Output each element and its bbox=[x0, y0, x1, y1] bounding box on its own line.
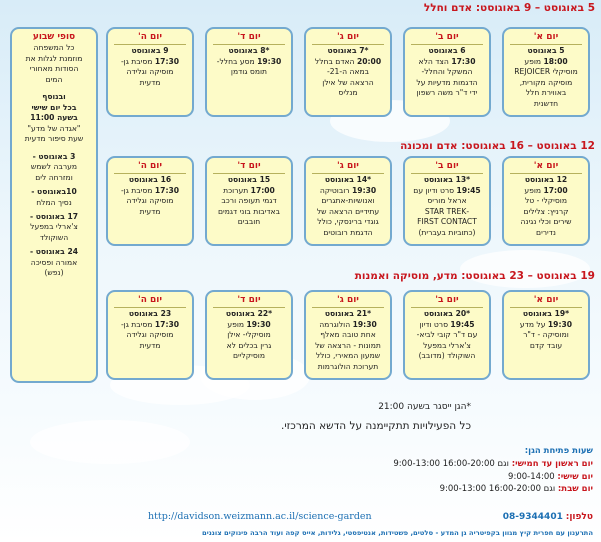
fridays-heading-line: בכל יום שישי bbox=[31, 102, 77, 112]
story-date: 24 באוגוסט - bbox=[29, 247, 79, 257]
day-date: 6 באוגוסט bbox=[428, 46, 466, 56]
fridays-section bbox=[15, 92, 93, 144]
story-date: 3 באוגוסט - bbox=[32, 151, 76, 161]
event-text: על מדע bbox=[519, 319, 548, 329]
event-line bbox=[408, 186, 486, 196]
event-line bbox=[210, 320, 288, 330]
event-text: קרניץ: צלילים bbox=[523, 206, 569, 216]
day-date: *8 באוגוסט bbox=[228, 46, 270, 56]
event-line bbox=[111, 67, 189, 77]
event-line bbox=[507, 320, 585, 330]
event-text: גרין בכלים לא bbox=[226, 340, 272, 350]
week-dates: 12 באוגוסט – 16 באוגוסט: bbox=[461, 140, 595, 152]
event-text: מוסיקה וגלידה bbox=[126, 67, 174, 77]
day-events bbox=[306, 57, 390, 99]
event-line bbox=[507, 78, 585, 88]
event-text: מופע bbox=[227, 319, 247, 329]
opening-hours bbox=[393, 445, 593, 496]
opening-hours-title: שעות פתיחת הגן: bbox=[524, 446, 593, 456]
day-events bbox=[504, 186, 588, 238]
event-text: הצד הלא bbox=[418, 56, 452, 66]
event-text: אראל מוריס bbox=[427, 196, 467, 206]
event-text: מוסיקה מקורית, bbox=[519, 77, 573, 87]
event-time: 19:45 bbox=[456, 185, 481, 195]
day-card bbox=[205, 27, 293, 117]
day-events bbox=[108, 320, 192, 351]
day-date: 5 באוגוסט bbox=[527, 46, 565, 56]
day-events bbox=[207, 186, 291, 228]
story-title: צ'ארלי במפעל bbox=[30, 222, 78, 232]
event-text: עתידיים הרצאה של bbox=[316, 206, 380, 216]
day-date: 12 באוגוסט bbox=[524, 175, 568, 185]
event-line bbox=[309, 207, 387, 217]
day-name: יום א' bbox=[510, 31, 582, 45]
event-text: תומס גודמן bbox=[230, 67, 268, 77]
day-name: יום א' bbox=[510, 294, 582, 308]
week-title bbox=[424, 2, 595, 14]
event-line bbox=[111, 320, 189, 330]
event-text: -STAR TREK bbox=[424, 206, 470, 216]
event-text: מסיבת גן- bbox=[120, 319, 155, 329]
event-time: 17:00 bbox=[250, 185, 275, 195]
event-text: השוקולד (מדובב) bbox=[418, 351, 476, 361]
story-title: מערבה לשמש bbox=[30, 162, 78, 172]
story-item bbox=[15, 187, 93, 208]
event-text: הולוגרמה bbox=[319, 319, 353, 329]
day-name: יום ב' bbox=[411, 31, 483, 45]
story-item bbox=[15, 152, 93, 183]
day-events bbox=[306, 186, 390, 238]
hours-label: יום שבת: bbox=[557, 484, 593, 495]
day-name: יום ב' bbox=[411, 294, 483, 308]
story-date: 17 באוגוסט - bbox=[29, 211, 79, 221]
event-text: מוסיקליים bbox=[233, 351, 265, 361]
event-line bbox=[507, 67, 585, 77]
event-line bbox=[507, 99, 585, 109]
day-date: 15 באוגוסט bbox=[227, 175, 271, 185]
phone-block bbox=[503, 512, 593, 522]
event-line bbox=[507, 228, 585, 238]
story-title: (נפש) bbox=[44, 268, 64, 278]
event-line bbox=[111, 330, 189, 340]
event-line bbox=[408, 88, 486, 98]
event-time: 19:30 bbox=[246, 319, 271, 329]
event-line bbox=[309, 362, 387, 372]
intro-line: הסודות מאחורי bbox=[29, 64, 79, 74]
event-text: עובד קדם bbox=[529, 340, 563, 350]
week-theme: אדם וחלל bbox=[423, 2, 473, 14]
event-time: 17:30 bbox=[154, 319, 180, 329]
event-text: המשקל והחלל- bbox=[421, 67, 473, 77]
event-line bbox=[309, 57, 387, 67]
event-text: במאה ה-21- bbox=[326, 67, 370, 77]
event-text: מנליס bbox=[338, 88, 358, 98]
event-line bbox=[408, 351, 486, 361]
event-time: 18:00 bbox=[543, 56, 568, 66]
phone-label: טלפון: bbox=[565, 512, 593, 522]
event-time: 19:30 bbox=[257, 56, 282, 66]
event-text: אחת טובה מאלף bbox=[320, 330, 376, 340]
intro-line: המים bbox=[45, 74, 63, 84]
day-name: יום ה' bbox=[114, 31, 186, 45]
event-text: מדעית bbox=[139, 340, 161, 350]
event-text: מדעית bbox=[139, 206, 161, 216]
day-date: 9 באוגוסט bbox=[131, 46, 169, 56]
weekend-intro bbox=[15, 43, 93, 85]
weekend-panel bbox=[10, 27, 98, 383]
day-events bbox=[504, 57, 588, 109]
week-theme: אדם ומכונה bbox=[400, 140, 458, 152]
event-line bbox=[408, 67, 486, 77]
event-text: הרצאה של אילן bbox=[322, 77, 374, 87]
event-text: מוסיקה וגלידה bbox=[126, 330, 174, 340]
event-line bbox=[210, 207, 288, 217]
event-time: 17:30 bbox=[154, 56, 180, 66]
day-date: *20 באוגוסט bbox=[423, 309, 471, 319]
day-name: יום ד' bbox=[213, 160, 285, 174]
cloud-decoration bbox=[460, 250, 590, 288]
week-title bbox=[355, 270, 595, 282]
fridays-heading-line: ובנוסף bbox=[42, 92, 66, 102]
day-card bbox=[205, 156, 293, 246]
event-line bbox=[309, 78, 387, 88]
event-line bbox=[408, 207, 486, 217]
gate-closing-note: *הגן ייסגר בשעה 21:00 bbox=[378, 402, 471, 412]
event-text: דגמי תעופה ורכב bbox=[221, 196, 277, 206]
event-text: מוסיקלי REJOICER bbox=[514, 67, 578, 77]
event-line bbox=[309, 186, 387, 196]
event-time: 17:30 bbox=[154, 185, 180, 195]
day-card bbox=[106, 290, 194, 380]
event-line bbox=[507, 88, 585, 98]
day-events bbox=[306, 320, 390, 372]
event-text: תערוכת הולוגרמות bbox=[317, 361, 379, 371]
event-text: מוסיקלי - טל bbox=[524, 196, 568, 206]
event-text: האדם בחלל bbox=[314, 56, 357, 66]
event-time: 19:30 bbox=[352, 185, 377, 195]
event-line bbox=[309, 88, 387, 98]
week-dates: 5 באוגוסט – 9 באוגוסט: bbox=[475, 2, 595, 14]
event-text: מסיבת גן- bbox=[120, 56, 155, 66]
event-line bbox=[507, 196, 585, 206]
event-line bbox=[309, 196, 387, 206]
day-card bbox=[106, 156, 194, 246]
event-time: 19:45 bbox=[450, 319, 475, 329]
day-card bbox=[106, 27, 194, 117]
event-text: מופע bbox=[524, 56, 544, 66]
fridays-heading bbox=[15, 92, 93, 113]
day-name: יום א' bbox=[510, 160, 582, 174]
hours-value: 9:00-13:00 וגם 16:00-20:00 bbox=[439, 484, 556, 495]
day-name: יום ה' bbox=[114, 160, 186, 174]
event-text: ואנושיות-אתגרים bbox=[321, 196, 375, 206]
fridays-line: "אגדה של מדע" bbox=[27, 123, 81, 133]
day-name: יום ג' bbox=[312, 31, 384, 45]
event-line bbox=[210, 67, 288, 77]
hours-row bbox=[393, 483, 593, 496]
event-line bbox=[408, 330, 486, 340]
day-name: יום ה' bbox=[114, 294, 186, 308]
story-title: השוקולד bbox=[39, 232, 69, 242]
day-card bbox=[502, 156, 590, 246]
event-text: סרט ודיון עם bbox=[413, 185, 457, 195]
event-text: מסיבת גן- bbox=[120, 185, 155, 195]
event-line bbox=[210, 351, 288, 361]
event-line bbox=[111, 196, 189, 206]
event-text: חדשנית bbox=[533, 98, 559, 108]
event-line bbox=[111, 57, 189, 67]
day-name: יום ב' bbox=[411, 160, 483, 174]
event-line bbox=[210, 217, 288, 227]
day-card bbox=[502, 290, 590, 380]
event-text: נדירים bbox=[536, 227, 556, 237]
day-card bbox=[304, 156, 392, 246]
day-events bbox=[405, 320, 489, 362]
day-card bbox=[304, 290, 392, 380]
story-item bbox=[15, 247, 93, 278]
day-name: יום ג' bbox=[312, 294, 384, 308]
event-text: הדגמת רובוטים bbox=[323, 227, 373, 237]
hours-label: יום שישי: bbox=[557, 471, 593, 482]
event-line bbox=[408, 320, 486, 330]
story-title: נסיך המלח bbox=[36, 197, 72, 207]
event-line bbox=[309, 320, 387, 330]
event-time: 19:30 bbox=[547, 319, 573, 329]
event-text: מוסיקלי- אילן bbox=[227, 330, 271, 340]
event-line bbox=[111, 207, 189, 217]
story-list bbox=[15, 152, 93, 279]
event-text: מופע bbox=[524, 185, 544, 195]
event-line bbox=[507, 330, 585, 340]
day-date: *7 באוגוסט bbox=[327, 46, 369, 56]
hours-row bbox=[393, 458, 593, 471]
event-text: מסע בחלל- bbox=[216, 56, 258, 66]
event-line bbox=[309, 67, 387, 77]
event-text: שירים וכלי נגינה bbox=[520, 217, 572, 227]
event-text: חובבים bbox=[237, 217, 261, 227]
event-line bbox=[210, 186, 288, 196]
day-name: יום ג' bbox=[312, 160, 384, 174]
day-date: *19 באוגוסט bbox=[522, 309, 570, 319]
event-text: באווירת חלל bbox=[525, 88, 567, 98]
event-line bbox=[507, 207, 585, 217]
phone-number: 08-9344401 bbox=[502, 512, 563, 522]
day-events bbox=[108, 57, 192, 88]
day-name: יום ד' bbox=[213, 31, 285, 45]
day-date: 23 באוגוסט bbox=[128, 309, 172, 319]
event-line bbox=[408, 228, 486, 238]
event-line bbox=[309, 217, 387, 227]
event-line bbox=[408, 196, 486, 206]
event-line bbox=[309, 330, 387, 340]
day-date: *13 באוגוסט bbox=[423, 175, 471, 185]
event-line bbox=[408, 217, 486, 227]
event-line bbox=[507, 57, 585, 67]
day-events bbox=[207, 57, 291, 78]
hours-value: 9:00-13:00 וגם 16:00-20:00 bbox=[393, 458, 509, 469]
event-line bbox=[210, 330, 288, 340]
event-text: רובוטיקה bbox=[319, 185, 353, 195]
day-date: 16 באוגוסט bbox=[128, 175, 172, 185]
event-text: ידי ד"ר משה רשפון bbox=[416, 88, 478, 98]
event-text: ומוסיקה - ד"ר bbox=[523, 330, 569, 340]
event-line bbox=[210, 196, 288, 206]
day-events bbox=[405, 57, 489, 99]
day-card bbox=[205, 290, 293, 380]
event-line bbox=[111, 78, 189, 88]
story-title: ומזרחה לים bbox=[35, 172, 73, 182]
event-line bbox=[309, 351, 387, 361]
day-card bbox=[403, 290, 491, 380]
event-text: באדיבות בוני דגמים bbox=[218, 206, 280, 216]
event-text: צ'ארלי במפעל bbox=[423, 340, 471, 350]
event-time: 17:30 bbox=[451, 56, 476, 66]
day-events bbox=[504, 320, 588, 351]
event-text: גוגדי ברינסקי, כולל bbox=[317, 217, 379, 227]
week-title bbox=[400, 140, 595, 152]
event-line bbox=[210, 57, 288, 67]
website-link[interactable]: http://davidson.weizmann.ac.il/science-garden bbox=[148, 511, 372, 522]
event-text: הדגמות מדעיות על bbox=[416, 77, 478, 87]
event-line bbox=[507, 341, 585, 351]
day-name: יום ד' bbox=[213, 294, 285, 308]
event-text: מוסיקה וגלידה bbox=[126, 196, 174, 206]
story-item bbox=[15, 212, 93, 243]
event-line bbox=[408, 78, 486, 88]
event-line bbox=[210, 341, 288, 351]
day-events bbox=[405, 186, 489, 238]
fridays-time: בשעה 11:00 bbox=[30, 113, 78, 123]
day-date: *22 באוגוסט bbox=[225, 309, 273, 319]
central-lawn-note: כל הפעילויות תתקיימנה על הדשא המרכזי. bbox=[280, 420, 471, 432]
event-time: 17:00 bbox=[543, 185, 568, 195]
event-time: 19:30 bbox=[352, 319, 377, 329]
cloud-decoration bbox=[30, 420, 190, 464]
event-text: עם ד"ר קובי לביא- bbox=[416, 330, 478, 340]
day-card bbox=[403, 156, 491, 246]
day-date: *14 באוגוסט bbox=[324, 175, 372, 185]
event-text: מדעית bbox=[139, 77, 161, 87]
event-time: 20:00 bbox=[356, 56, 382, 66]
intro-line: כל המשפחה bbox=[33, 43, 75, 53]
event-text: שמעון המאירי, כולל bbox=[315, 351, 381, 361]
event-text: FIRST CONTACT bbox=[417, 217, 477, 227]
weekend-title: סופי שבוע bbox=[32, 32, 76, 42]
day-card bbox=[304, 27, 392, 117]
opening-hours-rows bbox=[393, 458, 593, 496]
fridays-description bbox=[15, 124, 93, 145]
story-title: אמורה ופסיכה bbox=[30, 257, 78, 267]
week-dates: 19 באוגוסט – 23 באוגוסט: bbox=[461, 270, 595, 282]
fridays-line: שעת סיפור מדעית bbox=[24, 134, 84, 144]
cafeteria-note: התרענון עם חפרית קיץ מגוון בקפיטריה גן המדע - סלטים, פשטידות, אנטיפסטי, גלידות, אייס קפה ועוד הרבה פינוקים צוננים bbox=[201, 529, 593, 537]
event-line bbox=[309, 228, 387, 238]
intro-line: מוזמנת לגלות את bbox=[25, 53, 83, 63]
event-text: תערוכת bbox=[223, 185, 251, 195]
event-line bbox=[111, 186, 189, 196]
day-date: *21 באוגוסט bbox=[324, 309, 372, 319]
day-card bbox=[403, 27, 491, 117]
event-text: תמונות - הרצאה של bbox=[315, 340, 381, 350]
event-line bbox=[111, 341, 189, 351]
hours-row bbox=[393, 471, 593, 484]
day-events bbox=[108, 186, 192, 217]
event-text: (כתוביות בעברית) bbox=[418, 227, 476, 237]
hours-label: יום ראשון עד חמישי: bbox=[511, 458, 593, 469]
hours-value: 9:00-14:00 bbox=[508, 471, 555, 482]
event-line bbox=[507, 186, 585, 196]
event-line bbox=[507, 217, 585, 227]
event-line bbox=[408, 57, 486, 67]
week-theme: מדע, מוסיקה ואמנות bbox=[354, 270, 458, 282]
story-date: 10באוגוסט - bbox=[31, 187, 77, 197]
day-events bbox=[207, 320, 291, 362]
event-text: סרט ודיון bbox=[419, 319, 451, 329]
event-line bbox=[309, 341, 387, 351]
event-line bbox=[408, 341, 486, 351]
day-card bbox=[502, 27, 590, 117]
